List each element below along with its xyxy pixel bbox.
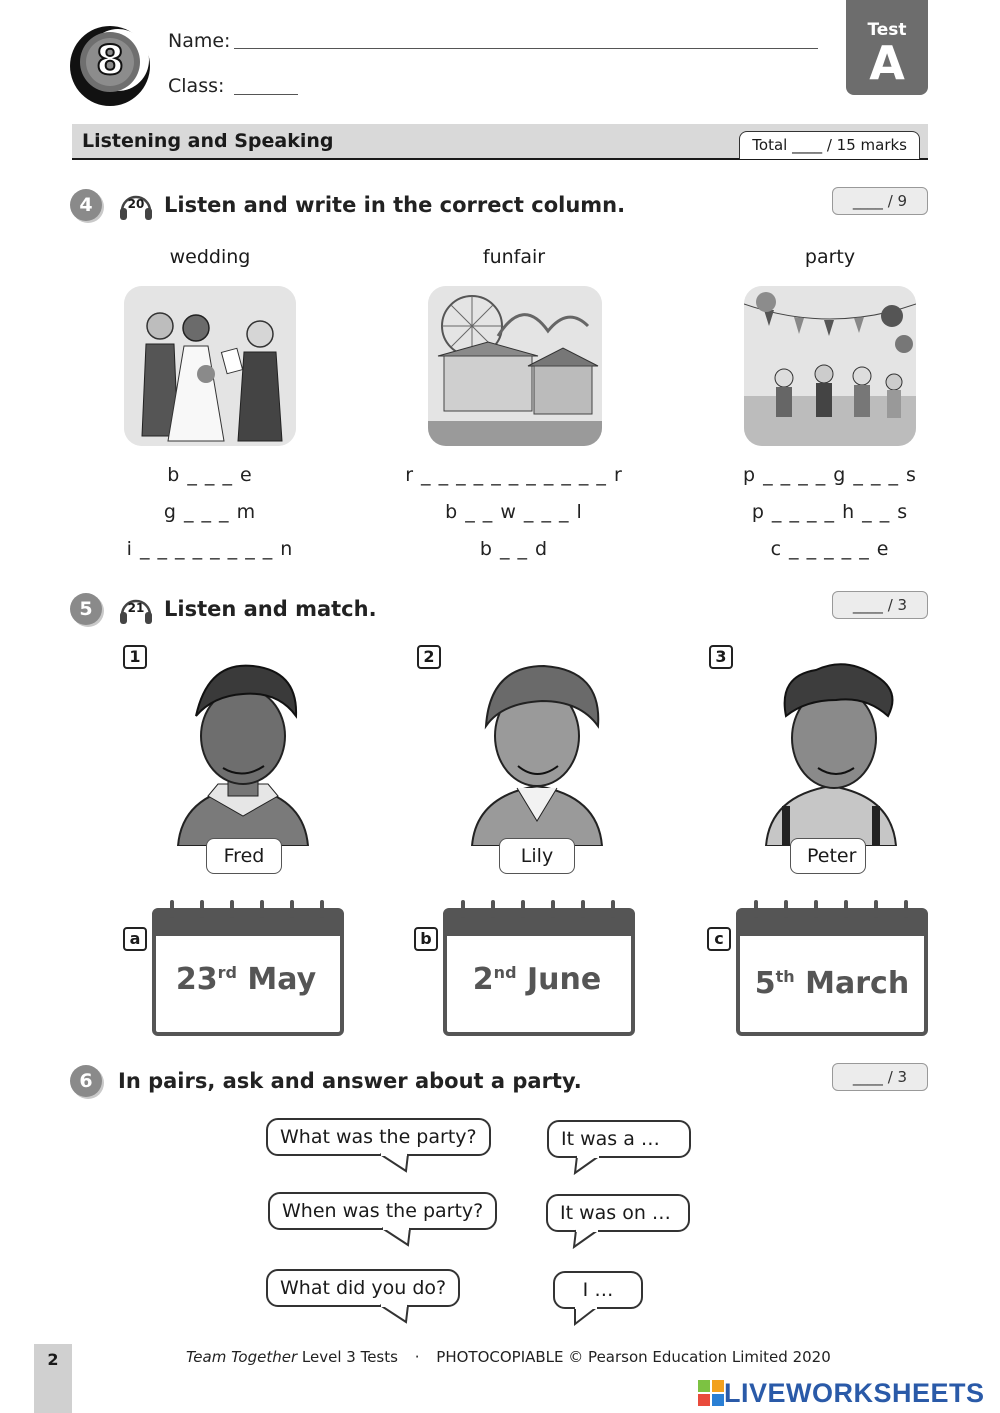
test-letter: A: [869, 36, 905, 90]
exercise-5-title: Listen and match.: [164, 597, 377, 621]
date-day: 23: [175, 962, 218, 997]
date-suffix: nd: [493, 963, 517, 982]
name-tag-peter: Peter: [790, 838, 866, 874]
bubble-text: It was on …: [546, 1194, 690, 1232]
copyright-text: PHOTOCOPIABLE © Pearson Education Limited 2020: [436, 1348, 831, 1366]
book-title: Team Together: [186, 1348, 298, 1366]
funfair-illustration: [428, 286, 602, 446]
word-pattern[interactable]: i _ _ _ _ _ _ _ _ n: [126, 538, 294, 560]
person-number: 3: [709, 645, 733, 669]
name-label: Name:: [168, 30, 231, 52]
party-illustration: [744, 286, 916, 446]
speech-bubble-question: [266, 1118, 491, 1156]
speech-bubble-answer: [553, 1271, 643, 1309]
name-tag-lily: Lily: [499, 838, 575, 874]
unit-badge: [70, 22, 150, 108]
person-number: 1: [123, 645, 147, 669]
peter-illustration: [756, 656, 906, 846]
calendar-icon: [736, 900, 926, 1028]
word-pattern[interactable]: g _ _ _ m: [163, 501, 257, 523]
date-letter: b: [414, 927, 438, 951]
lily-illustration: [462, 656, 612, 846]
exercise-4-title: Listen and write in the correct column.: [164, 193, 626, 217]
calendar-date-c: [742, 966, 922, 1001]
section-title: Listening and Speaking: [82, 130, 334, 152]
headphones-icon: [118, 187, 154, 223]
exercise-5-score[interactable]: ____ / 3: [832, 591, 928, 619]
page-number: 2: [47, 1350, 59, 1369]
date-month: March: [805, 966, 910, 1001]
brand-name: LIVEWORKSHEETS: [724, 1377, 985, 1408]
unit-number: 8: [96, 38, 124, 84]
fred-illustration: [168, 656, 318, 846]
track-number: 20: [127, 197, 145, 211]
word-pattern[interactable]: p _ _ _ _ h _ _ s: [751, 501, 909, 523]
speech-bubble-question: [266, 1269, 460, 1307]
exercise-4-number: 4: [70, 189, 102, 221]
bubble-text: What did you do?: [266, 1269, 460, 1307]
test-label: Test: [867, 20, 907, 40]
bubble-text: I …: [553, 1271, 643, 1309]
bubble-text: It was a …: [547, 1120, 691, 1158]
date-suffix: th: [775, 967, 795, 986]
exercise-6-title: In pairs, ask and answer about a party.: [118, 1069, 582, 1093]
bubble-text: What was the party?: [266, 1118, 491, 1156]
liveworksheets-icon: [698, 1380, 724, 1406]
date-month: May: [247, 962, 317, 997]
book-level: Level 3 Tests: [297, 1348, 398, 1366]
liveworksheets-logo[interactable]: [698, 1378, 985, 1408]
wedding-illustration: [124, 286, 296, 446]
track-number: 21: [127, 601, 145, 615]
exercise-6-score[interactable]: ____ / 3: [832, 1063, 928, 1091]
total-marks: Total ____ / 15 marks: [739, 131, 920, 159]
test-tab: [846, 0, 928, 95]
class-label: Class:: [168, 75, 225, 97]
speech-bubble-question: [268, 1192, 497, 1230]
class-field[interactable]: [234, 94, 298, 95]
word-pattern[interactable]: c _ _ _ _ _ e: [770, 538, 890, 560]
date-day: 2: [472, 962, 494, 997]
date-letter: a: [123, 927, 147, 951]
column-heading-party: party: [804, 246, 856, 268]
exercise-4-score[interactable]: ____ / 9: [832, 187, 928, 215]
footer-credit: [186, 1348, 831, 1366]
headphones-icon: [118, 591, 154, 627]
word-pattern[interactable]: r _ _ _ _ _ _ _ _ _ _ _ r: [405, 464, 623, 486]
date-day: 5: [754, 966, 776, 1001]
word-pattern[interactable]: b _ _ _ e: [167, 464, 253, 486]
bubble-text: When was the party?: [268, 1192, 497, 1230]
column-heading-funfair: funfair: [482, 246, 546, 268]
calendar-date-b: [447, 962, 627, 997]
exercise-6-number: 6: [70, 1065, 102, 1097]
date-month: June: [526, 962, 602, 997]
calendar-date-a: [156, 962, 336, 997]
word-pattern[interactable]: p _ _ _ _ g _ _ _ s: [743, 464, 917, 486]
word-pattern[interactable]: b _ _ w _ _ _ l: [445, 501, 583, 523]
date-suffix: rd: [217, 963, 237, 982]
page-number-tab: [34, 1344, 72, 1413]
exercise-5-number: 5: [70, 593, 102, 625]
speech-bubble-answer: [546, 1194, 690, 1232]
footer-separator: ·: [414, 1348, 420, 1366]
name-field[interactable]: [234, 48, 818, 49]
person-number: 2: [417, 645, 441, 669]
column-heading-wedding: wedding: [169, 246, 251, 268]
section-bar: [72, 124, 928, 160]
name-tag-fred: Fred: [206, 838, 282, 874]
word-pattern[interactable]: b _ _ d: [479, 538, 549, 560]
date-letter: c: [707, 927, 731, 951]
speech-bubble-answer: [547, 1120, 691, 1158]
